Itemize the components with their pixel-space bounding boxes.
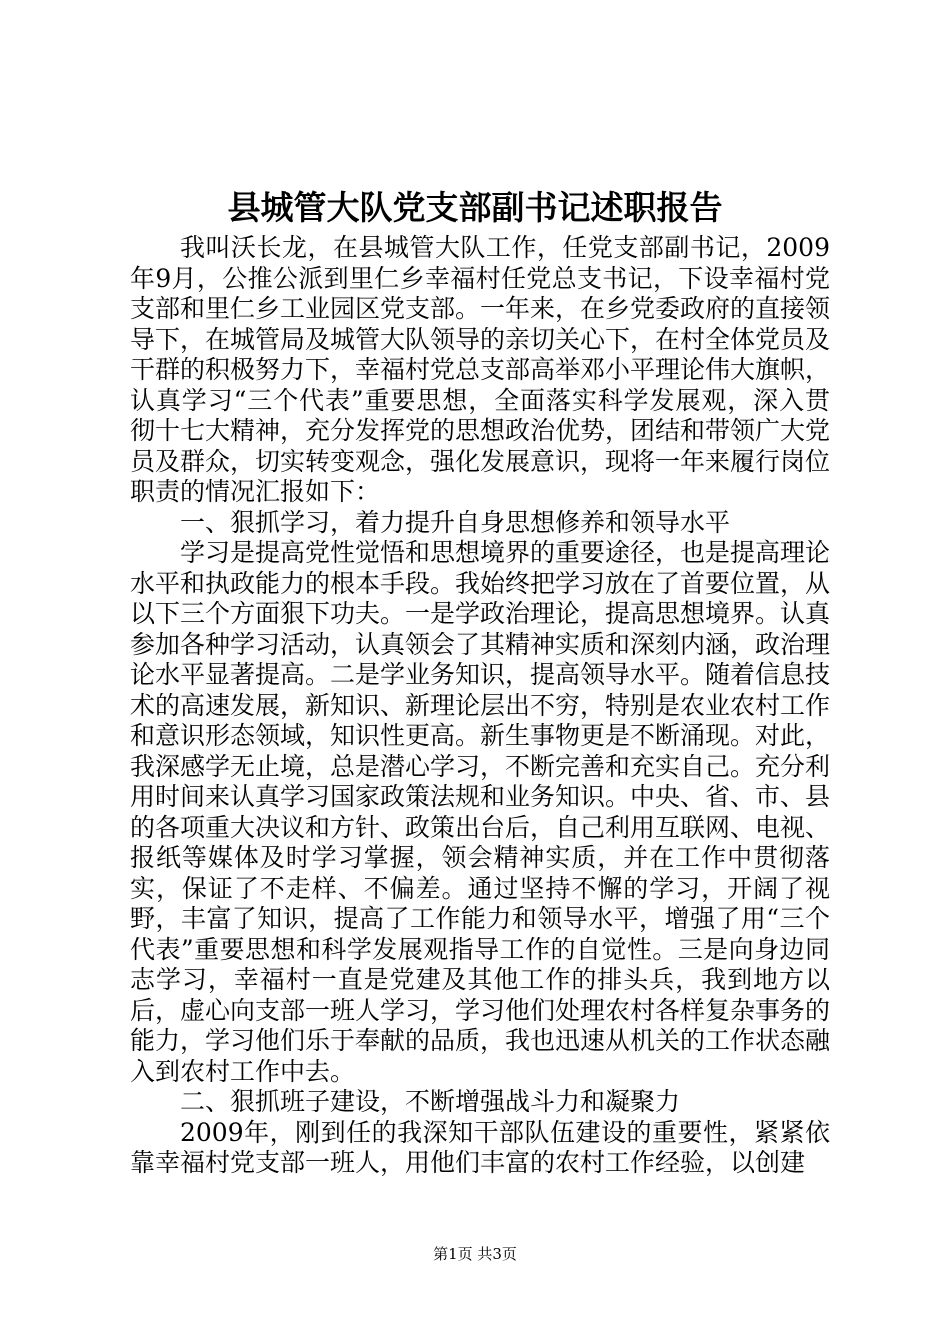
section-heading-study: 一、狠抓学习，着力提升自身思想修养和领导水平 [180,507,731,537]
page-footer: 第1页 共3页 [433,1245,517,1263]
document-title: 县城管大队党支部副书记述职报告 [227,188,723,227]
paragraph-study: 学习是提高党性觉悟和思想境界的重要途径，也是提高理论水平和执政能力的根本手段。我始终把学习放在了首要位置，从以下三个方面狠下功夫。一是学政治理论，提高思想境界。认真参加各种学习活动，认真领会了其精神实质和深刻内涵，政治理论水平显著提高。二是学业务知识，提高领导水平。随着信息技术的高速发展，新知识、新理论层出不穷，特别是农业农村工作和意识形态领域，知识性更高。新生事物更是不断涌现。对此，我深感学无止境，总是潜心学习，不断完善和充实自己。充分利用时间来认真学习国家政策法规和业务知识。中央、省、市、县的各项重大决议和方针、政策出台后，自己利用互联网、电视、报纸等媒体及时学习掌握，领会精神实质，并在工作中贯彻落实，保证了不走样、不偏差。通过坚持不懈的学习，开阔了视野，丰富了知识，提高了工作能力和领导水平，增强了用“三个代表”重要思想和科学发展观指导工作的自觉性。三是向身边同志学习，幸福村一直是党建及其他工作的排头兵，我到地方以后，虚心向支部一班人学习，学习他们处理农村各样复杂事务的能力，学习他们乐于奉献的品质，我也迅速从机关的工作状态融入到农村工作中去。 [130,538,831,1086]
document-body [130,233,830,1179]
paragraph-team: 2009年，刚到任的我深知干部队伍建设的重要性，紧紧依靠幸福村党支部一班人，用他们丰富的农村工作经验，以创建 [130,1117,830,1177]
paragraph-intro: 我叫沃长龙，在县城管大队工作，任党支部副书记，2009年9月，公推公派到里仁乡幸福村任党总支书记，下设幸福村党支部和里仁乡工业园区党支部。一年来，在乡党委政府的直接领导下，在城管局及城管大队领导的亲切关心下，在村全体党员及干群的积极努力下，幸福村党总支部高举邓小平理论伟大旗帜，认真学习“三个代表”重要思想，全面落实科学发展观，深入贯彻十七大精神，充分发挥党的思想政治优势，团结和带领广大党员及群众，切实转变观念，强化发展意识，现将一年来履行岗位职责的情况汇报如下： [130,233,831,506]
section-heading-team: 二、狠抓班子建设，不断增强战斗力和凝聚力 [180,1087,681,1116]
